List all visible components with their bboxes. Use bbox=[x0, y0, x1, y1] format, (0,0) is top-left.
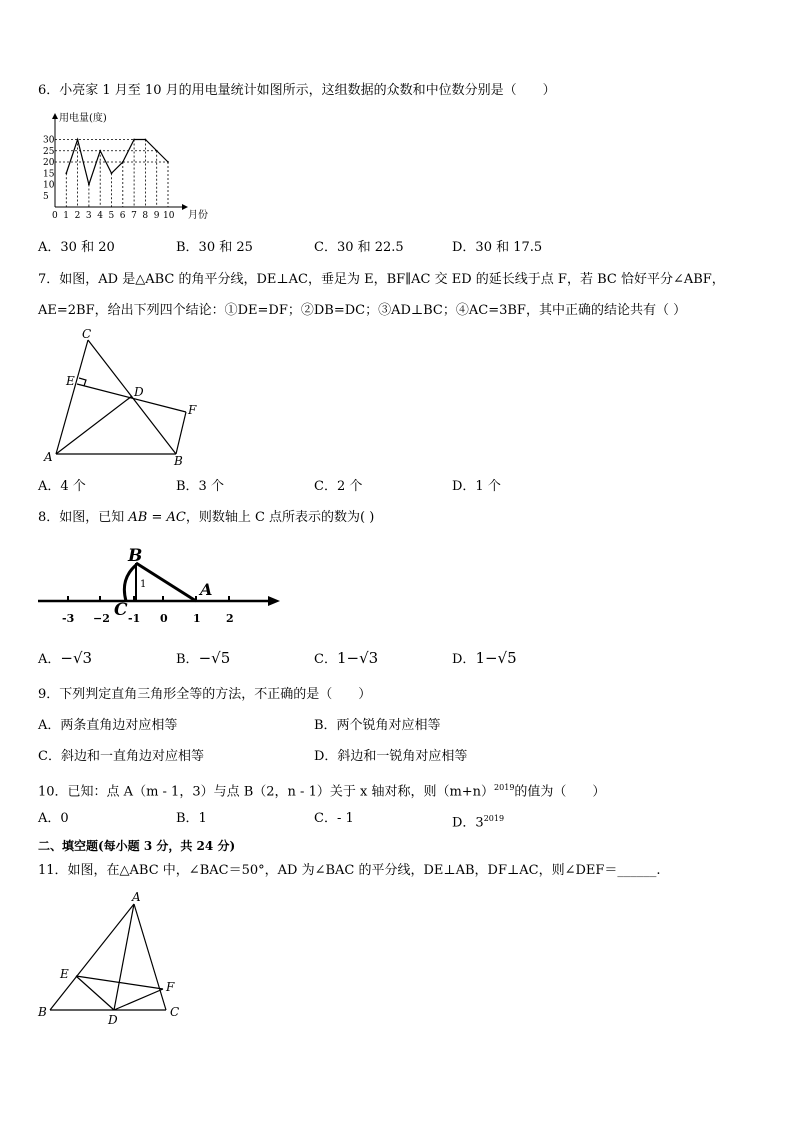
q10-text-exponent: 2019 bbox=[494, 783, 515, 792]
q10-text-end: 的值为（ ） bbox=[514, 784, 606, 800]
q10-text bbox=[38, 779, 605, 801]
q9-option-d[interactable]: D．斜边和一锐角对应相等 bbox=[314, 749, 468, 764]
q10-option-d-base: D．3 bbox=[452, 815, 484, 831]
chart6-x-tick-label: 7 bbox=[131, 211, 137, 221]
q6-text: 6．小亮家 1 月至 10 月的用电量统计如图所示，这组数据的众数和中位数分别是（ ） bbox=[38, 83, 556, 98]
chart6-y-tick-label: 10 bbox=[43, 180, 55, 191]
q8-label-b: B bbox=[128, 546, 143, 566]
q10-option-b[interactable]: B．1 bbox=[176, 811, 207, 826]
chart6-data-point bbox=[111, 172, 113, 174]
q11-label-e: E bbox=[60, 967, 69, 981]
q11-segment-ad bbox=[114, 904, 134, 1010]
q8-text-equation: AB = AC bbox=[128, 510, 186, 525]
q7-text-line2: AE=2BF，给出下列四个结论：①DE=DF；②DB=DC；③AD⊥BC；④AC=3BF，其中正确的结论共有（ ） bbox=[38, 303, 687, 318]
chart6-x-tick-label: 6 bbox=[119, 211, 126, 221]
chart6-data-point bbox=[122, 161, 124, 163]
q8-ticklabel-0: 0 bbox=[160, 612, 168, 625]
q8-text-pre: 8．如图，已知 bbox=[38, 510, 129, 525]
q8-option-c-letter: C． bbox=[314, 652, 337, 667]
q9-option-a[interactable]: A．两条直角边对应相等 bbox=[38, 718, 178, 733]
q11-label-f: F bbox=[166, 980, 175, 994]
q7-option-a[interactable]: A．4 个 bbox=[38, 479, 86, 494]
q11-side-ab bbox=[50, 904, 134, 1010]
chart6-data-point bbox=[65, 172, 67, 174]
q8-option-b-letter: B． bbox=[176, 652, 199, 667]
q7-label-f: F bbox=[188, 403, 197, 417]
chart6-data-point bbox=[133, 139, 135, 141]
q8-label-a: A bbox=[200, 580, 213, 599]
chart6-y-tick-label: 25 bbox=[43, 146, 55, 157]
q9-option-c[interactable]: C．斜边和一直角边对应相等 bbox=[38, 749, 204, 764]
chart6-x-tick-label: 3 bbox=[85, 211, 92, 221]
q8-option-a[interactable] bbox=[38, 649, 92, 669]
q8-option-a-letter: A． bbox=[38, 652, 61, 667]
chart6-x-tick-label: 0 bbox=[52, 211, 58, 221]
q6-option-d[interactable]: D．30 和 17.5 bbox=[452, 240, 543, 255]
q7-side-cb bbox=[88, 340, 176, 454]
q8-arc-compass bbox=[124, 565, 136, 601]
q7-label-e: E bbox=[66, 374, 75, 388]
q8-option-a-expr: −√3 bbox=[60, 649, 93, 667]
chart6-x-axis-title: 月份 bbox=[188, 210, 208, 221]
q8-label-c: C bbox=[114, 600, 128, 620]
q8-label-one: 1 bbox=[140, 579, 147, 590]
q10-option-a[interactable]: A．0 bbox=[38, 811, 69, 826]
q8-number-line-figure bbox=[36, 545, 286, 630]
q8-option-c[interactable] bbox=[314, 649, 378, 669]
q8-option-c-expr: 1−√3 bbox=[336, 649, 379, 667]
chart6-data-point bbox=[77, 139, 79, 141]
chart6-data-point bbox=[167, 161, 169, 163]
q8-option-d[interactable] bbox=[452, 649, 517, 669]
q8-option-b-expr: −√5 bbox=[198, 649, 231, 667]
q7-option-b[interactable]: B．3 个 bbox=[176, 479, 224, 494]
q6-option-a[interactable]: A．30 和 20 bbox=[38, 240, 115, 255]
q8-option-d-expr: 1−√5 bbox=[475, 649, 517, 667]
q7-label-b: B bbox=[174, 454, 183, 468]
q8-text bbox=[38, 509, 374, 527]
chart6-data-point bbox=[156, 150, 158, 152]
q10-text-main: 10．已知：点 A（m - 1，3）与点 B（2，n - 1）关于 x 轴对称，则（m+n） bbox=[38, 784, 495, 800]
chart6-x-tick-label: 5 bbox=[108, 211, 115, 221]
q11-label-b: B bbox=[38, 1005, 47, 1019]
chart6-x-tick-label: 4 bbox=[97, 211, 103, 221]
chart6-y-axis-title: 用电量(度) bbox=[59, 113, 107, 124]
q8-ticklabel-neg2: −2 bbox=[93, 612, 110, 625]
q7-option-c[interactable]: C．2 个 bbox=[314, 479, 363, 494]
chart6-x-tick-label: 1 bbox=[63, 211, 70, 221]
q11-text: 11．如图，在△ABC 中，∠BAC＝50°，AD 为∠BAC 的平分线，DE⊥AB，DF⊥AC，则∠DEF＝______. bbox=[38, 863, 661, 878]
chart6-data-point bbox=[88, 184, 90, 186]
q7-label-a: A bbox=[44, 450, 53, 464]
q6-line-chart bbox=[38, 112, 218, 222]
q8-ticklabel-neg3: -3 bbox=[62, 612, 75, 625]
q7-label-c: C bbox=[82, 328, 92, 341]
q7-option-d[interactable]: D．1 个 bbox=[452, 479, 501, 494]
q7-triangle-figure bbox=[40, 328, 210, 468]
chart6-x-tick-label: 8 bbox=[142, 211, 149, 221]
chart6-y-arrow bbox=[52, 113, 58, 119]
q11-segment-df bbox=[114, 989, 163, 1010]
q11-label-c: C bbox=[170, 1005, 180, 1019]
q7-segment-bf bbox=[176, 412, 186, 454]
chart6-x-tick-label: 10 bbox=[163, 211, 175, 221]
q8-ticklabel-1: 1 bbox=[193, 612, 201, 625]
q8-option-b[interactable] bbox=[176, 649, 230, 669]
q7-segment-ef bbox=[77, 384, 186, 412]
q11-triangle-figure bbox=[36, 890, 196, 1030]
q6-option-c[interactable]: C．30 和 22.5 bbox=[314, 240, 404, 255]
q9-option-b[interactable]: B．两个锐角对应相等 bbox=[314, 718, 441, 733]
section-2-heading: 二、填空题(每小题 3 分，共 24 分) bbox=[38, 839, 236, 853]
q7-label-d: D bbox=[134, 385, 144, 399]
q8-axis-arrow bbox=[268, 596, 280, 606]
q10-option-c[interactable]: C．- 1 bbox=[314, 811, 354, 826]
q10-option-d-exponent: 2019 bbox=[483, 814, 505, 823]
q7-segment-ad bbox=[56, 396, 132, 454]
q7-side-ac bbox=[56, 340, 88, 454]
q11-label-d: D bbox=[108, 1013, 118, 1027]
q8-ticklabel-neg1: -1 bbox=[128, 612, 141, 625]
chart6-y-tick-label: 20 bbox=[43, 158, 55, 168]
q8-option-d-letter: D． bbox=[452, 652, 476, 667]
q6-option-b[interactable]: B．30 和 25 bbox=[176, 240, 253, 255]
q9-text: 9．下列判定直角三角形全等的方法，不正确的是（ ） bbox=[38, 687, 372, 702]
chart6-y-tick-label: 5 bbox=[43, 191, 49, 202]
q11-label-a: A bbox=[132, 890, 141, 904]
q7-text-line1: 7．如图，AD 是△ABC 的角平分线，DE⊥AC，垂足为 E，BF∥AC 交 ED 的延长线于点 F，若 BC 恰好平分∠ABF， bbox=[38, 272, 725, 287]
q8-text-post: ，则数轴上 C 点所表示的数为( ) bbox=[185, 510, 375, 525]
q8-ticklabel-2: 2 bbox=[226, 612, 234, 625]
chart6-x-tick-label: 2 bbox=[74, 211, 81, 221]
chart6-y-tick-label: 30 bbox=[43, 135, 55, 146]
chart6-y-tick-label: 15 bbox=[43, 169, 55, 180]
q10-option-d[interactable] bbox=[452, 810, 504, 832]
chart6-data-point bbox=[145, 139, 147, 141]
chart6-x-tick-label: 9 bbox=[153, 211, 160, 221]
chart6-data-point bbox=[99, 150, 101, 152]
